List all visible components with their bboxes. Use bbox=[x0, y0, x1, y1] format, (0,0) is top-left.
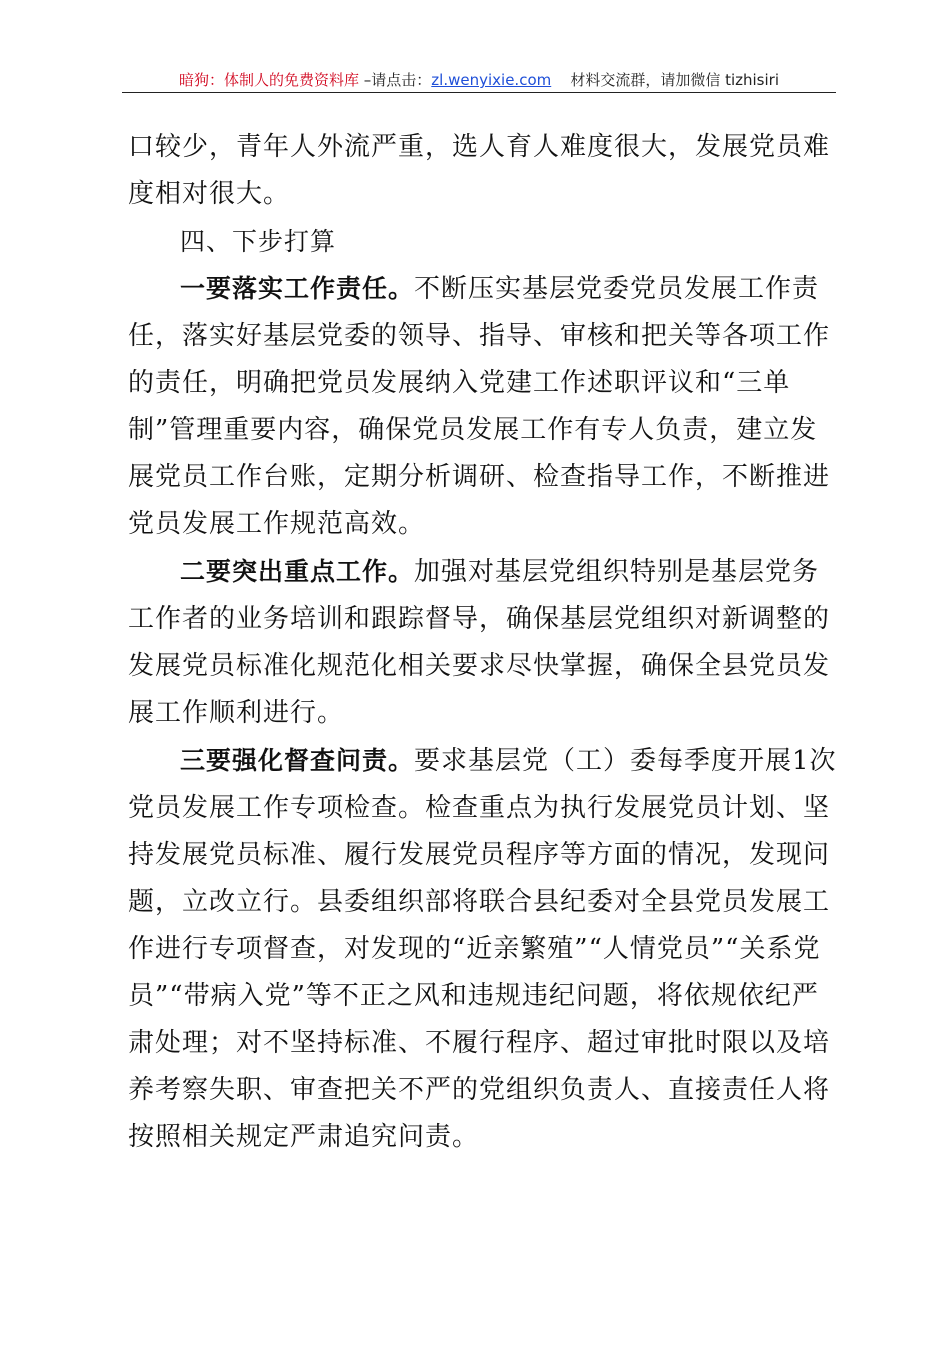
paragraph-supervision bbox=[128, 737, 840, 1161]
document-body bbox=[128, 124, 840, 1161]
paragraph-lead: 三要强化督查问责。 bbox=[180, 746, 415, 775]
section-heading: 四、下步打算 bbox=[180, 227, 337, 256]
paragraph-responsibility bbox=[128, 265, 840, 548]
header-prompt: –请点击： bbox=[359, 71, 432, 89]
header-link[interactable]: zl.wenyixie.com bbox=[431, 71, 552, 89]
header-source-label: 暗狗：体制人的免费资料库 bbox=[179, 71, 360, 89]
paragraph-text: 不断压实基层党委党员发展工作责任，落实好基层党委的领导、指导、审核和把关等各项工作的责任，明确把党员发展纳入党建工作述职评议和“三单制”管理重要内容，确保党员发展工作有专人负责，建立发展党员工作台账，定期分析调研、检查指导工作，不断推进党员发展工作规范高效。 bbox=[128, 274, 831, 539]
header-contact: 材料交流群，请加微信 tizhisiri bbox=[570, 71, 779, 89]
continued-paragraph: 口较少，青年人外流严重，选人育人难度很大，发展党员难度相对很大。 bbox=[128, 132, 831, 209]
paragraph-key-work bbox=[128, 548, 840, 737]
paragraph-lead: 一要落实工作责任。 bbox=[180, 274, 415, 303]
paragraph-text: 要求基层党（工）委每季度开展1次党员发展工作专项检查。检查重点为执行发展党员计划、坚持发展党员标准、履行发展党员程序等方面的情况，发现问题，立改立行。县委组织部将联合县纪委对全县党员发展工作进行专项督查，对发现的“近亲繁殖”“人情党员”“关系党员”“带病入党”等不正之风和违规违纪问题，将依规依纪严肃处理；对不坚持标准、不履行程序、超过审批时限以及培养考察失职、审查把关不严的党组织负责人、直接责任人将按照相关规定严肃追究问责。 bbox=[128, 746, 837, 1152]
paragraph-lead: 二要突出重点工作。 bbox=[180, 557, 415, 586]
page-header bbox=[122, 70, 836, 93]
paragraph-text: 加强对基层党组织特别是基层党务工作者的业务培训和跟踪督导，确保基层党组织对新调整的发展党员标准化规范化相关要求尽快掌握，确保全县党员发展工作顺利进行。 bbox=[128, 557, 831, 728]
